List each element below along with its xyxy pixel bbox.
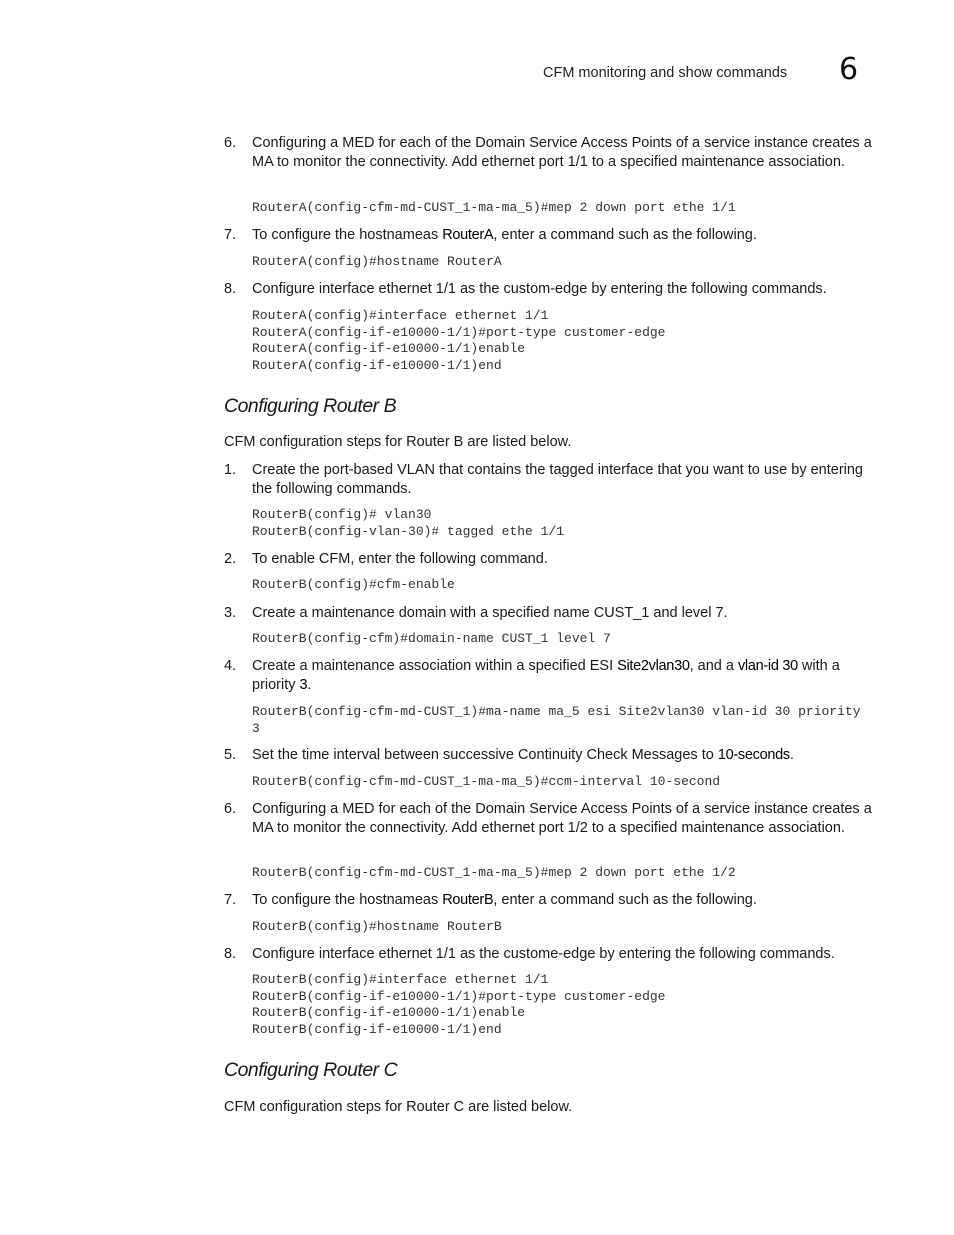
step-text: To enable CFM, enter the following command. [252,551,548,567]
step-number: 8. [224,281,237,297]
step-number: 5. [224,747,237,763]
step-text: Create a maintenance domain with a specified name CUST_1 and level 7. [252,605,728,621]
step-text: Configure interface ethernet 1/1 as the custom-edge by entering the following commands. [252,281,827,297]
code-block: RouterB(config-cfm)#domain-name CUST_1 level 7 [252,631,611,646]
step-number: 2. [224,551,237,567]
step-number: 6. [224,135,237,151]
code-block: RouterA(config-cfm-md-CUST_1-ma-ma_5)#mep 2 down port ethe 1/1 [252,200,736,215]
code-block: RouterA(config)#interface ethernet 1/1 RouterA(config-if-e10000-1/1)#port-type customer-edge RouterA(config-if-e10000-1/1)enable RouterA(config-if-e10000-1/1)end [252,308,666,373]
code-block: RouterB(config-cfm-md-CUST_1-ma-ma_5)#ccm-interval 10-second [252,774,721,789]
step-number: 1. [224,462,237,478]
step-text: Create a maintenance association within a specified ESI Site2vlan30, and a vlan-id 30 with a priority 3. [252,658,840,693]
step-text: Configure interface ethernet 1/1 as the custome-edge by entering the following commands. [252,946,835,962]
section-heading-router-b: Configuring Router B [224,395,397,417]
step-text: Set the time interval between successive Continuity Check Messages to 10-seconds. [252,747,794,763]
section-intro: CFM configuration steps for Router B are listed below. [224,434,572,450]
section-heading-router-c: Configuring Router C [224,1059,398,1081]
step-text: Configuring a MED for each of the Domain Service Access Points of a service instance creates a MA to monitor the connectivity. Add ethernet port 1/2 to a specified maintenance association. [252,801,872,836]
step-number: 8. [224,946,237,962]
step-number: 4. [224,658,237,674]
step-text: To configure the hostnameas RouterB, enter a command such as the following. [252,892,757,908]
step-text: Create the port-based VLAN that contains the tagged interface that you want to use by entering the following commands. [252,462,863,497]
step-number: 7. [224,892,237,908]
chapter-number: 6 [839,52,859,87]
header-title: CFM monitoring and show commands [543,65,788,81]
step-text: To configure the hostnameas RouterA, enter a command such as the following. [252,227,757,243]
code-block: RouterB(config)#interface ethernet 1/1 RouterB(config-if-e10000-1/1)#port-type customer-edge RouterB(config-if-e10000-1/1)enable RouterB(config-if-e10000-1/1)end [252,972,666,1037]
section-intro: CFM configuration steps for Router C are listed below. [224,1099,573,1115]
code-block: RouterB(config-cfm-md-CUST_1)#ma-name ma_5 esi Site2vlan30 vlan-id 30 priority 3 [252,704,861,736]
step-number: 6. [224,801,237,817]
step-number: 7. [224,227,237,243]
code-block: RouterA(config)#hostname RouterA [252,254,502,269]
code-block: RouterB(config)#hostname RouterB [252,919,502,934]
code-block: RouterB(config)#cfm-enable [252,577,455,592]
code-block: RouterB(config-cfm-md-CUST_1-ma-ma_5)#mep 2 down port ethe 1/2 [252,865,736,880]
step-number: 3. [224,605,237,621]
step-text: Configuring a MED for each of the Domain Service Access Points of a service instance creates a MA to monitor the connectivity. Add ethernet port 1/1 to a specified maintenance association. [252,135,872,170]
code-block: RouterB(config)# vlan30 RouterB(config-vlan-30)# tagged ethe 1/1 [252,507,565,539]
